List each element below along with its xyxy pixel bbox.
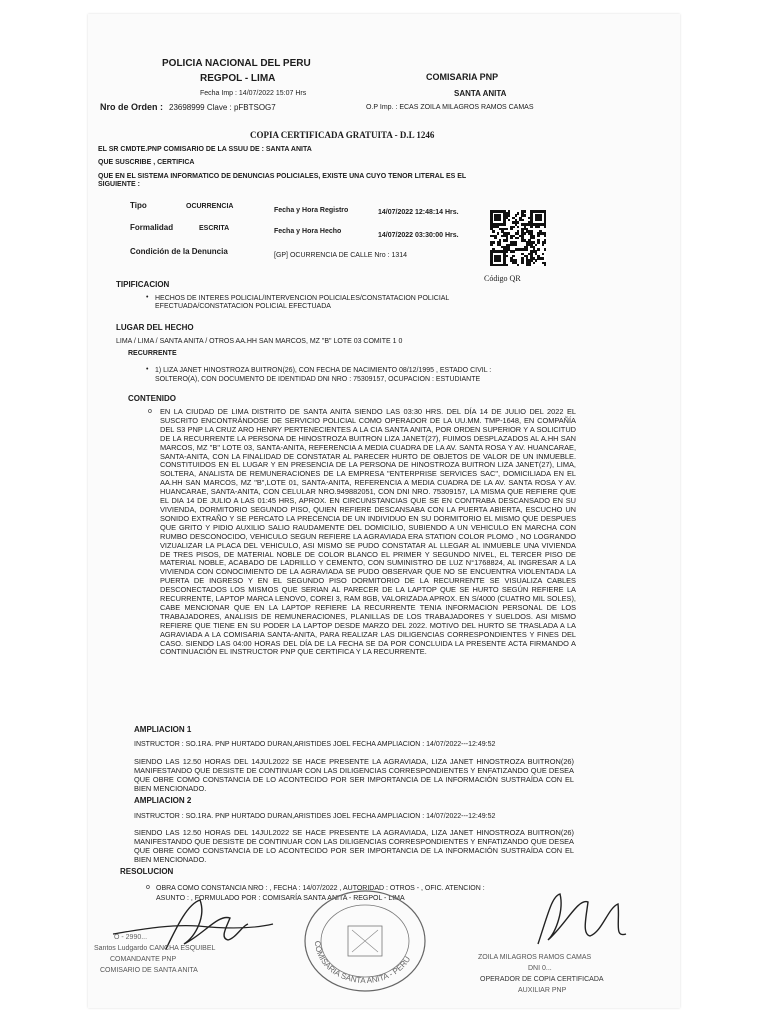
fecha-hecho-value: 14/07/2022 03:30:00 Hrs. (378, 232, 459, 239)
resolucion-line1: OBRA COMO CONSTANCIA NRO : , FECHA : 14/07/2022 , AUTORIDAD : OTROS - , OFIC. ATENCION : (156, 885, 485, 892)
contenido-heading: CONTENIDO (128, 394, 176, 403)
recurrente-bullet: • (146, 366, 149, 373)
right-signer-name: ZOILA MILAGROS RAMOS CAMAS (478, 954, 592, 961)
comisaria-name: SANTA ANITA (454, 89, 507, 98)
resolucion-line2: ASUNTO : , FORMULADO POR : COMISARÍA SANTA ANITA - REGPOL - LIMA (156, 895, 405, 902)
print-date: Fecha Imp : 14/07/2022 15:07 Hrs (200, 90, 307, 97)
condicion-value: [GP] OCURRENCIA DE CALLE Nro : 1314 (274, 252, 408, 259)
order-value: 23698999 Clave : pFBTSOG7 (169, 103, 276, 112)
tipificacion-heading: TIPIFICACION (116, 280, 170, 289)
qr-caption: Código QR (484, 274, 521, 283)
right-signer-role: OPERADOR DE COPIA CERTIFICADA (480, 976, 604, 983)
following-line: SIGUIENTE : (98, 181, 141, 188)
formalidad-label: Formalidad (130, 223, 174, 232)
contenido-bullet: o (148, 408, 152, 415)
recurrente-heading: RECURRENTE (128, 350, 177, 357)
fecha-registro-value: 14/07/2022 12:48:14 Hrs. (378, 209, 459, 216)
ampliacion2-heading: AMPLIACION 2 (134, 796, 192, 805)
lugar-heading: LUGAR DEL HECHO (116, 323, 194, 332)
ampliacion1-heading: AMPLIACION 1 (134, 725, 192, 734)
recurrente-line2: SOLTERO(A), CON DOCUMENTO DE IDENTIDAD DNI NRO : 75309157, OCUPACION : ESTUDIANTE (155, 376, 481, 383)
lugar-value: LIMA / LIMA / SANTA ANITA / OTROS AA.HH SAN MARCOS, MZ "B" LOTE 03 COMITE 1 0 (116, 338, 403, 345)
tipo-value: OCURRENCIA (186, 203, 234, 210)
recurrente-line1: 1) LIZA JANET HINOSTROZA BUITRON(26), CON FECHA DE NACIMIENTO 08/12/1995 , ESTADO CIVIL : (155, 367, 492, 374)
condicion-label: Condición de la Denuncia (130, 247, 228, 256)
left-signer-name: Santos Ludgardo CANCHA ESQUIBEL (94, 945, 216, 952)
operator-print: O.P Imp. : ECAS ZOILA MILAGROS RAMOS CAMAS (366, 104, 534, 111)
svg-text:COMISARIA SANTA ANITA - PERU (313, 940, 412, 985)
comisaria-title: COMISARIA PNP (426, 72, 499, 82)
ampliacion1-text: SIENDO LAS 12.50 HORAS DEL 14JUL2022 SE HACE PRESENTE LA AGRAVIADA, LIZA JANET HINOSTROZA BUITRON(26) MANIFESTANDO QUE DESISTE DE CONTINUAR CON LAS DILIGENCIAS CORRESPONDIENTES Y ENFATIZANDO QUE DESEA QUE OBRE COMO CONSTANCIA DE LO ACONTECIDO POR SER IMPORTANCIA DE LA INFORMACIÓN SUSTRAÍDA CON EL BIEN MENCIONADO. (134, 757, 574, 793)
system-line: QUE EN EL SISTEMA INFORMATICO DE DENUNCIAS POLICIALES, EXISTE UNA CUYO TENOR LITERAL ES EL (98, 173, 467, 180)
institution-name: POLICIA NACIONAL DEL PERU (162, 58, 311, 69)
stamp-text: COMISARIA SANTA ANITA - PERU (312, 940, 413, 986)
right-signer-sub: AUXILIAR PNP (518, 987, 567, 994)
left-signer-rank: COMANDANTE PNP (110, 956, 177, 963)
ampliacion2-text: SIENDO LAS 12.50 HORAS DEL 14JUL2022 SE HACE PRESENTE LA AGRAVIADA, LIZA JANET HINOSTROZA BUITRON(26) MANIFESTANDO QUE DESISTE DE CONTINUAR CON LAS DILIGENCIAS CORRESPONDIENTES Y ENFATIZANDO QUE DESEA QUE OBRE COMO CONSTANCIA DE LO ACONTECIDO POR SER IMPORTANCIA DE LA INFORMACIÓN SUSTRAÍDA CON EL BIEN MENCIONADO. (134, 828, 574, 864)
ampliacion1-instructor: INSTRUCTOR : SO.1RA. PNP HURTADO DURAN,ARISTIDES JOEL FECHA AMPLIACION : 14/07/2022---12:49:52 (134, 741, 496, 748)
right-signature (508, 884, 668, 954)
certifies-line: QUE SUSCRIBE , CERTIFICA (98, 159, 195, 166)
left-signer-id: O - 2990... (114, 934, 148, 941)
formalidad-value: ESCRITA (199, 225, 230, 232)
order-label: Nro de Orden : (100, 102, 164, 112)
qr-code (490, 210, 546, 266)
certifier-line: EL SR CMDTE.PNP COMISARIO DE LA SSUU DE : SANTA ANITA (98, 146, 312, 153)
resolucion-bullet: o (146, 884, 150, 891)
ampliacion2-instructor: INSTRUCTOR : SO.1RA. PNP HURTADO DURAN,ARISTIDES JOEL FECHA AMPLIACION : 14/07/2022---12:49:52 (134, 813, 496, 820)
tipificacion-line2: EFECTUADA/CONSTATACION POLICIAL EFECTUADA (155, 303, 331, 310)
left-signer-office: COMISARIO DE SANTA ANITA (100, 967, 198, 974)
tipificacion-line1: HECHOS DE INTERES POLICIAL/INTERVENCION POLICIALES/CONSTATACION POLICIAL (155, 295, 450, 302)
tipo-label: Tipo (130, 201, 147, 210)
document-page (88, 14, 680, 1008)
fecha-hecho-label: Fecha y Hora Hecho (274, 228, 342, 235)
resolucion-heading: RESOLUCION (120, 867, 174, 876)
contenido-text: EN LA CIUDAD DE LIMA DISTRITO DE SANTA ANITA SIENDO LAS 03:30 HRS. DEL DÍA 14 DE JULIO DEL 2022 EL SUSCRITO ENCONTRÁNDOSE DE SERVICIO POLICIAL COMO OPERADOR DE LA UU.MM. TMP-1648, EN COMPAÑÍA DEL S3 PNP LA CRUZ ARO HENRY PERTENECIENTES A LA CIA SANTA ANITA, POR ORDEN SUPERIOR Y A SOLICITUD DE LA RECURRENTE LA PERSONA DE HINOSTROZA BUITRON LIZA JANET(27), FUIMOS DESPLAZADOS AL A.HH SAN MARCOS, MZ "B" LOTE 03, SANTA-ANITA, REFERENCIA A MEDIA CUADRA DE LA AV. SANTA ROSA Y AV. HUANCARAE, SANTA-ANITA, CON LA FINALIDAD DE CONSTATAR AL PARECER HURTO DE OBJETOS DE VALOR DE UN INMUEBLE. CONSTITUIDOS EN EL LUGAR Y EN PRESENCIA DE LA PERSONA DE HINOSTROZA BUITRON LIZA JANET(27), LIMA, SOLTERA, ANALISTA DE REMUNERACIONES DE LA EMPRESA "ENTERPRISE SERVICES SAC", DOMICILIADA EN EL AA.HH SAN MARCOS, MZ "B",LOTE 01, SANTA-ANITA, REFERENCIA A MEDIA CUADRA DE LA AV. SANTA ROSA Y AV. HUANCARAE, SANTA-ANITA, CON CELULAR NRO.949882051, CON DNI NRO. 75309157, LA MISMA QUE REFIERE QUE EL DIA 14 DE JULIO A LAS 01:45 HRS, APROX. EN CIRCUNSTANCIAS QUE SE EN CONTRABA DESCANSADO EN SU VIVIENDA, DORMITORIO SEGUNDO PISO, QUIEN REFIERE DESCANSABA CON LA PUERTA ABIERTA, ESCUCHO UN SONIDO EXTRAÑO Y SE PERCATO LA PRECENCIA DE UN INDIVIDUO EN SU DORMITORIO EL MISMO QUE DESPUES QUE GRITO Y PIDIO AUXILIO SALIO RAUDAMENTE DEL DOMICILIO, SUBIENDO A UN VEHICULO EN MARCHA CON RUMBO DESCONOCIDO, VEHICULO SEGUN REFIERE LA AGRAVIADA ERA STATION COLOR PLOMO , NO LOGRANDO VIZUALIZAR LA PLACA DEL VEHICULO, ASI MISMO SE PUDO CONSTATAR AL LLEGAR AL INMUEBLE UNA VIVIENDA DE TRES PISOS, DE MATERIAL NOBLE DE COLOR BLANCO EL PRIMER Y SEGUNDO NIVEL, EL TERCER PISO DE MATERIAL NOBLE, ACABADO DE LADRILLO Y CEMENTO, CON SUMINISTRO DE LUZ N°1768824, AL INGRESAR A LA VIVIENDA CON CONOCIMIENTO DE LA AGRAVIADA SE PUDO OBSERVAR QUE NO SE ENCUENTRA VIOLENTADA LA PUERTA DE INGRESO Y EN EL SEGUNDO PISO DORMITORIO DE LA RECURRENTE SE VISUALIZA CABLES DESCONECTADOS LOS MISMOS QUE SERIAN AL PARECER DE LA LAPTOP QUE SE HURTO SEGÚN REFIERE LA RECURRENTE, LAPTOP MARCA LENOVO, COREI 3, RAM 8GB, VALORIZADA APROX. EN S/4000 (CUATRO MIL SOLES), CABE MENCIONAR QUE EN LA LAPTOP REFIERE LA RECURRENTE TENIA INFORMACION PERSONAL DE LOS TRABAJADORES, ANALISIS DE REMUNERACIONES, PLANILLAS DE LOS TRABAJADORES Y SUELDOS. ASI MISMO REFIERE QUE TIENE EN SU PODER LA LAPTOP DESDE MARZO DEL 2022. MOTIVO DEL HURTO SE TRASLADA A LA AGRAVIADA A LA COMISARIA SANTA-ANITA, PARA REALIZAR LAS DILIGENCIAS CORRESPONDIENTES Y FINES DEL CASO. SIENDO LAS 04:00 HORAS DEL DÍA DE LA FECHA SE DA POR CONCLUIDA LA PRESENTE ACTA FIRMANDO A CONTINUACIÓN EL INSTRUCTOR PNP QUE CERTIFICA Y LA RECURRENTE. (160, 407, 576, 657)
official-stamp (300, 886, 430, 996)
certificate-title: COPIA CERTIFICADA GRATUITA - D.L 1246 (250, 130, 435, 140)
region-name: REGPOL - LIMA (200, 73, 276, 84)
tipificacion-bullet: • (146, 294, 149, 301)
right-signer-id: DNI 0... (528, 965, 552, 972)
fecha-registro-label: Fecha y Hora Registro (274, 207, 349, 214)
